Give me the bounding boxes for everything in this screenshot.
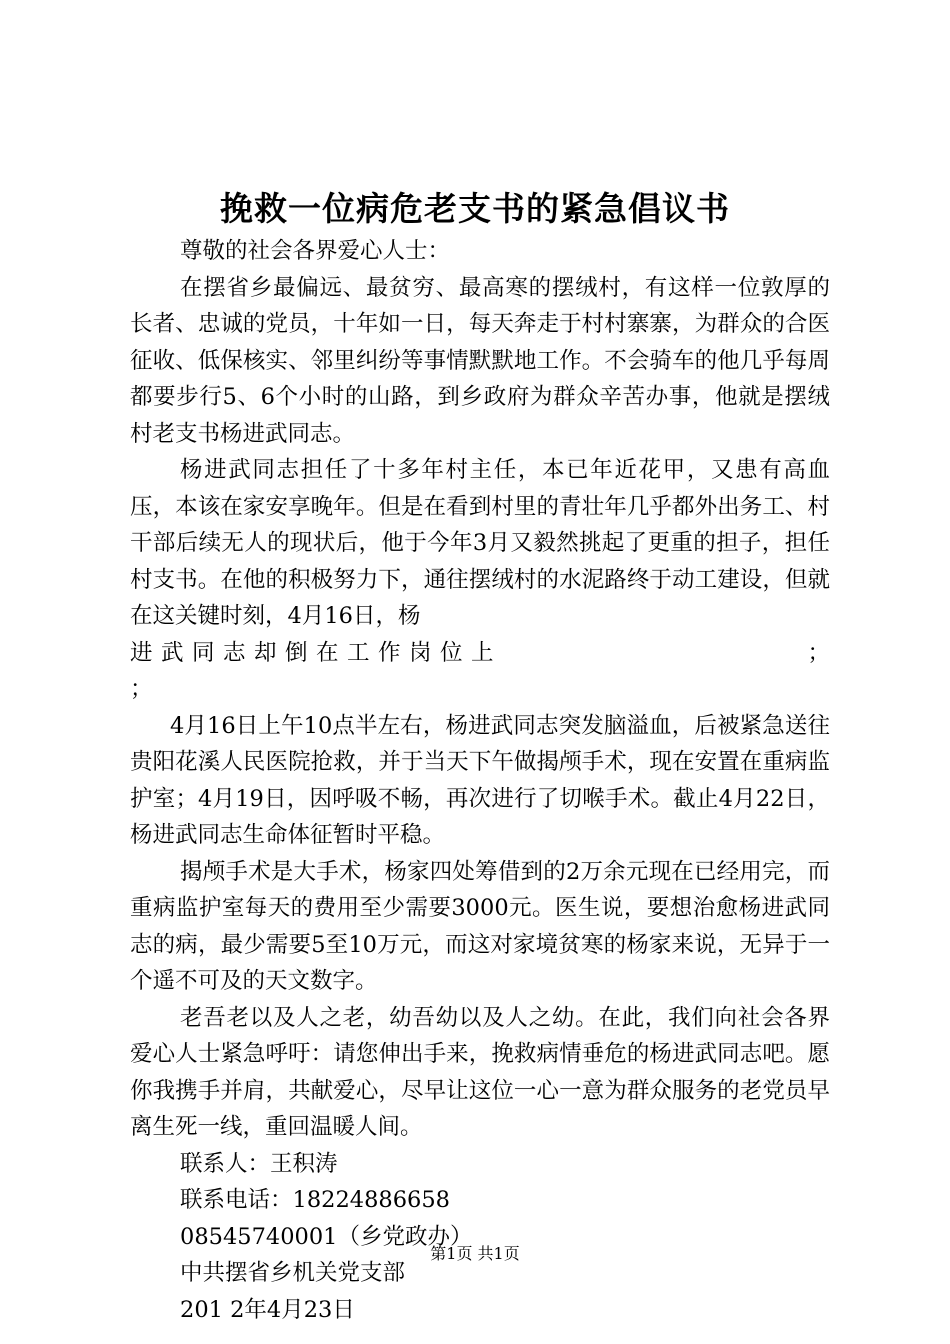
- page-footer: 第1页 共1页: [430, 1244, 520, 1263]
- paragraph-2-tail-semicolon: ；: [807, 639, 830, 666]
- contact-office-phone: 08545740001（乡党政办）: [180, 1223, 473, 1250]
- organization-signature: 中共摆省乡机关党支部: [180, 1260, 406, 1286]
- contact-phone: 联系电话：18224886658: [180, 1187, 450, 1213]
- salutation: 尊敬的社会各界爱心人士：: [180, 238, 451, 264]
- paragraph-3: 4月16日上午10点半左右，杨进武同志突发脑溢血，后被紧急送往贵阳花溪人民医院抢救，并于当天下午做揭颅手术，现在安置在重病监护室；4月19日，因呼吸不畅，再次进行了切喉手术。截止4月22日，杨进武同志生命体征暂时平稳。: [130, 712, 830, 848]
- stray-semicolon: ；: [130, 676, 153, 702]
- document-date: 201 2年4月23日: [180, 1296, 355, 1323]
- contact-person: 联系人：王积涛: [180, 1150, 338, 1177]
- document-body: [130, 233, 830, 1328]
- document-title: 挽救一位病危老支书的紧急倡议书: [220, 189, 730, 228]
- paragraph-4: 揭颅手术是大手术，杨家四处筹借到的2万余元现在已经用完，而重病监护室每天的费用至少需要3000元。医生说，要想治愈杨进武同志的病，最少需要5至10万元，而这对家境贫寒的杨家来说，无异于一个遥不可及的天文数字。: [130, 858, 830, 994]
- paragraph-2-tail-text: 进武同志却倒在工作岗位上: [130, 639, 503, 666]
- paragraph-5: 老吾老以及人之老，幼吾幼以及人之幼。在此，我们向社会各界爱心人士紧急呼吁：请您伸出手来，挽救病情垂危的杨进武同志吧。愿你我携手并肩，共献爱心，尽早让这位一心一意为群众服务的老党员早离生死一线，重回温暖人间。: [130, 1004, 830, 1140]
- paragraph-1: 在摆省乡最偏远、最贫穷、最高寒的摆绒村，有这样一位敦厚的长者、忠诚的党员，十年如一日，每天奔走于村村寨寨，为群众的合医征收、低保核实、邻里纠纷等事情默默地工作。不会骑车的他几乎每周都要步行5、6个小时的山路，到乡政府为群众辛苦办事，他就是摆绒村老支书杨进武同志。: [130, 274, 830, 447]
- paragraph-2-tail: [130, 635, 830, 672]
- paragraph-2: 杨进武同志担任了十多年村主任，本已年近花甲，又患有高血压，本该在家安享晚年。但是在看到村里的青壮年几乎都外出务工、村干部后续无人的现状后，他于今年3月又毅然挑起了更重的担子，担任村支书。在他的积极努力下，通往摆绒村的水泥路终于动工建设，但就在这关键时刻，4月16日，杨: [130, 457, 830, 629]
